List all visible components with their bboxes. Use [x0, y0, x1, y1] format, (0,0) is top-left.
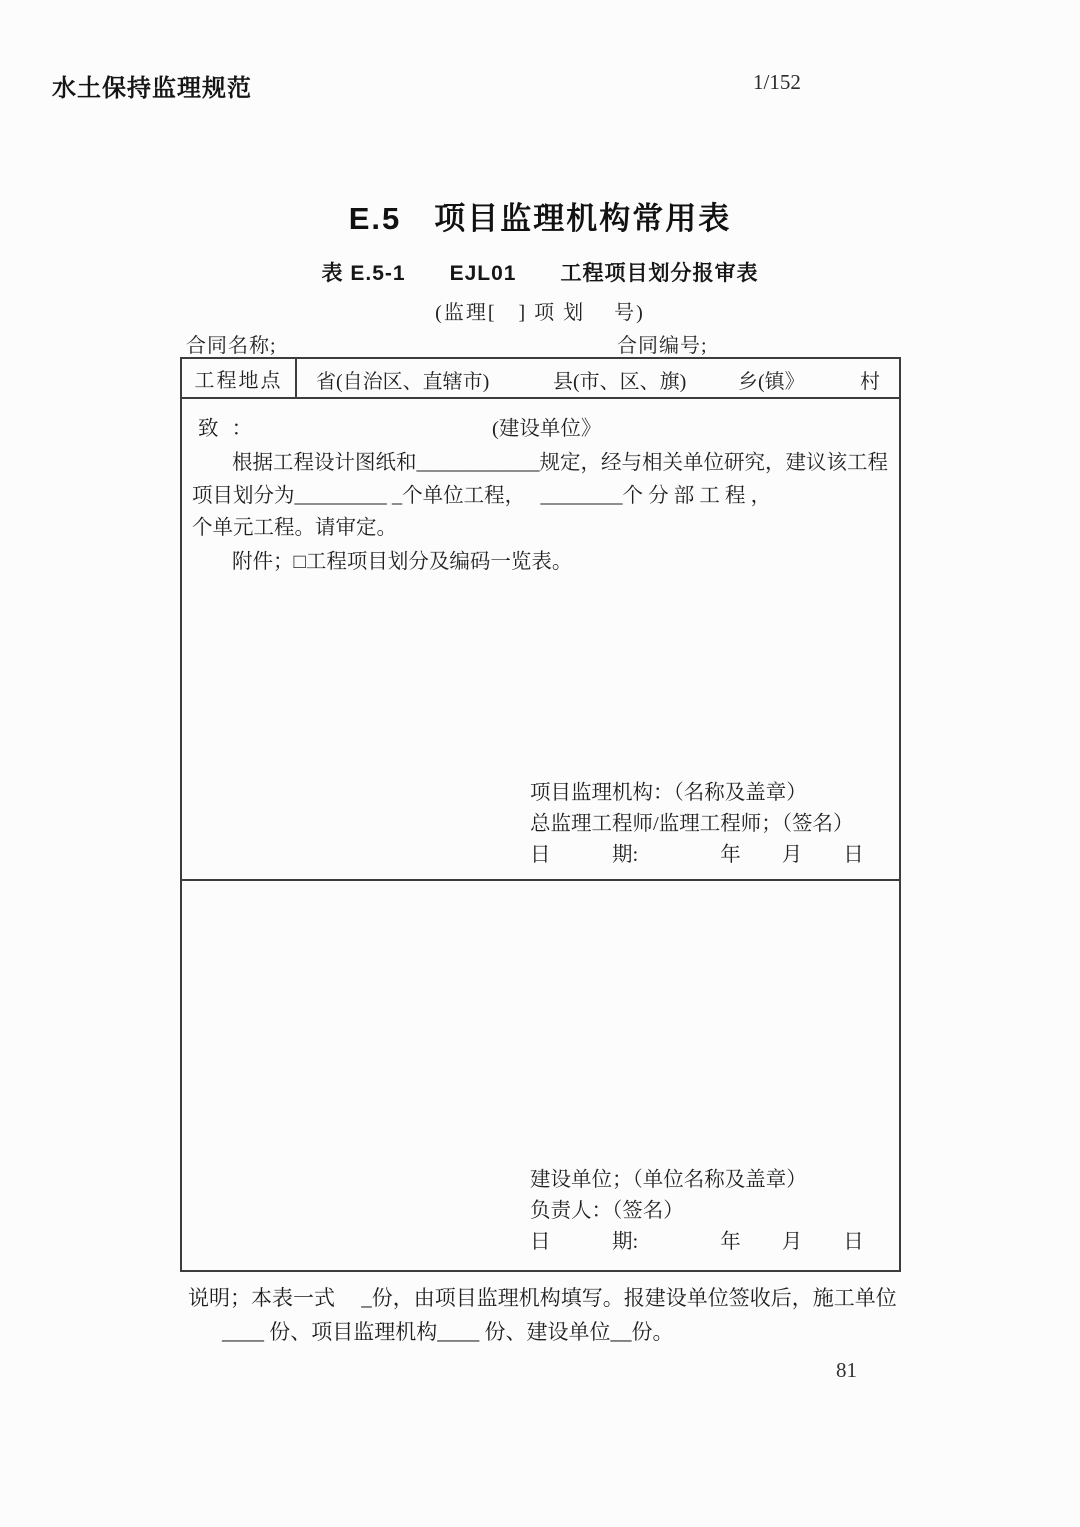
supervisor-engineer-line: 总监理工程师/监理工程师；（签名）	[530, 813, 854, 835]
contract-name-label: 合同名称;	[186, 335, 277, 357]
owner-signature-block	[530, 1165, 864, 1258]
owner-org-line: 建设单位；（单位名称及盖章）	[530, 1169, 807, 1191]
location-row	[182, 359, 899, 399]
to-unit-placeholder: (建设单位》	[492, 418, 602, 440]
owner-person-line: 负责人：（签名）	[530, 1200, 684, 1222]
running-header-title: 水土保持监理规范	[52, 75, 252, 102]
letter-paragraph-line2: 项目划分为_________ _个单位工程， ________个 分 部 工 程 ，	[192, 485, 772, 507]
supervisor-date-line: 日 期: 年 月 日	[530, 844, 864, 866]
running-header-page-indicator: 1/152	[753, 70, 801, 94]
page-number: 81	[836, 1358, 857, 1382]
owner-section	[182, 881, 899, 1270]
supervisor-org-line: 项目监理机构：（名称及盖章）	[530, 782, 807, 804]
to-label: 致 ：	[198, 418, 257, 440]
location-county: 县(市、区、旗)	[553, 371, 687, 393]
letter-paragraph-line3: 个单元工程。请审定。	[192, 517, 397, 539]
footnote-line2: ____ 份、项目监理机构____ 份、建设单位__份。	[222, 1320, 674, 1344]
owner-date-line: 日 期: 年 月 日	[530, 1231, 864, 1253]
footnote-line1: 说明；本表一式 _份，由项目监理机构填写。报建设单位签收后，施工单位	[188, 1286, 897, 1310]
form-caption: 表 E.5-1 EJL01 工程项目划分报审表	[321, 262, 759, 285]
supervisor-signature-block	[530, 778, 864, 871]
letter-paragraph-line1: 根据工程设计图纸和____________规定，经与相关单位研究，建议该工程	[232, 452, 888, 474]
letter-section	[182, 399, 899, 881]
location-options	[297, 359, 899, 397]
section-title: E.5 项目监理机构常用表	[348, 201, 732, 236]
contract-code-label: 合同编号;	[617, 335, 708, 357]
location-village: 村	[860, 371, 880, 393]
attachment-line: 附件；□工程项目划分及编码一览表。	[232, 551, 573, 573]
form-table	[180, 357, 901, 1272]
footnote	[188, 1281, 908, 1349]
location-province: 省(自治区、直辖市)	[316, 371, 490, 393]
location-town: 乡(镇》	[738, 371, 805, 393]
location-label: 工程地点	[182, 359, 297, 397]
doc-number-line: (监理[ ] 项 划 号)	[435, 302, 645, 324]
